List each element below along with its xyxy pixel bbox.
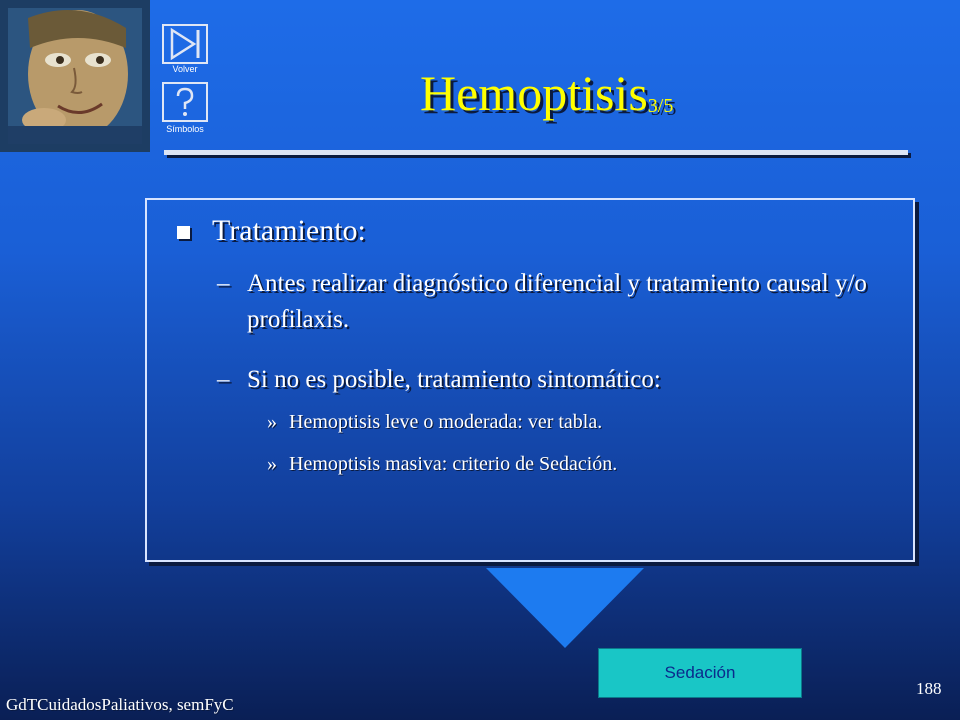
sedacion-link-button[interactable]: Sedación	[598, 648, 802, 698]
sub-list-item-text: Hemoptisis masiva: criterio de Sedación.	[289, 453, 618, 475]
footer-credit: GdTCuidadosPaliativos, semFyC	[6, 695, 234, 714]
dash-marker: –	[217, 270, 230, 297]
list-item-text: Antes realizar diagnóstico diferencial y tratamiento causal y/o profilaxis.	[247, 270, 867, 333]
sub-list-item	[267, 450, 887, 478]
page-number: 188	[916, 679, 942, 698]
volver-button[interactable]	[162, 24, 208, 64]
simbolos-button[interactable]	[162, 82, 208, 122]
list-item	[217, 362, 907, 398]
sub-list-item-text: Hemoptisis leve o moderada: ver tabla.	[289, 411, 603, 433]
treatment-heading: Tratamiento:	[212, 214, 366, 247]
heading-bullet	[177, 214, 366, 248]
sub-marker: »	[267, 453, 277, 475]
volver-label: Volver	[172, 64, 198, 74]
page-title	[420, 64, 780, 122]
title-divider	[164, 150, 908, 155]
question-mark-icon	[164, 84, 206, 120]
sub-marker: »	[267, 411, 277, 433]
down-arrow-icon	[486, 568, 644, 648]
sub-list-item	[267, 408, 887, 436]
portrait-image	[0, 0, 150, 152]
title-main: Hemoptisis	[420, 65, 648, 121]
simbolos-label: Símbolos	[166, 124, 204, 134]
list-item	[217, 266, 907, 338]
play-end-icon	[164, 26, 206, 62]
dash-marker: –	[217, 366, 230, 393]
content-box	[145, 198, 915, 562]
list-item-text: Si no es posible, tratamiento sintomático:	[247, 366, 661, 393]
square-bullet-icon	[177, 226, 190, 239]
title-subscript: 3/5	[647, 95, 674, 117]
